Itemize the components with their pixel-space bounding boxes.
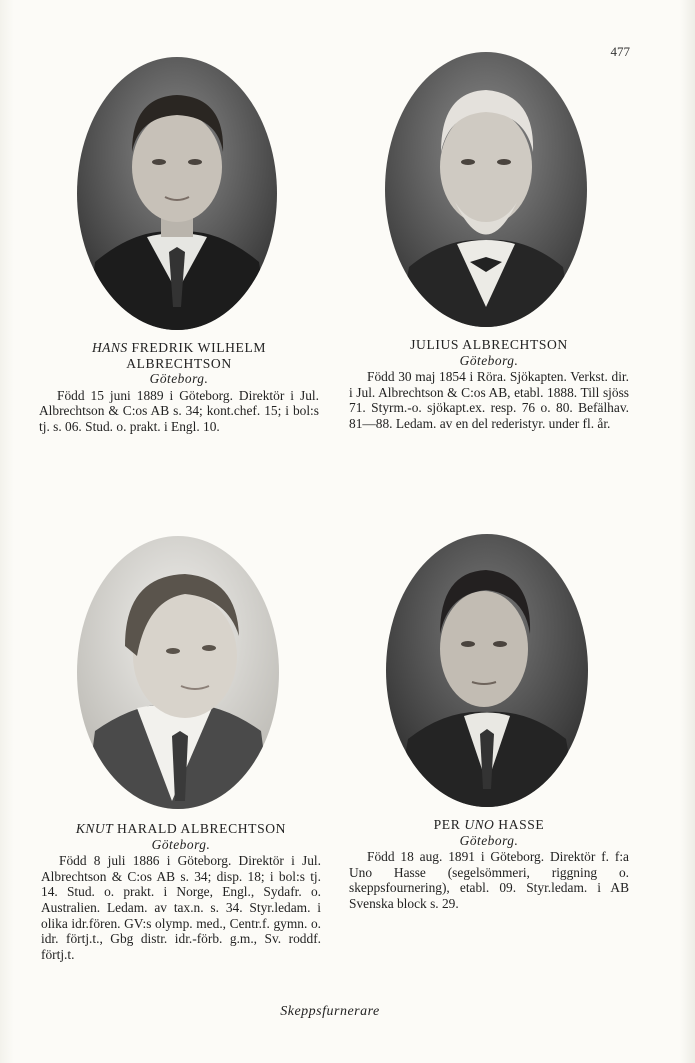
portrait-photo-knut-albrechtson [77,536,279,809]
portrait-photo-julius-albrechtson [385,52,587,327]
given-name: UNO [464,817,495,832]
place: Göteborg. [151,836,211,852]
person-name [39,340,319,356]
name-rest: FREDRIK WILHELM [127,340,267,355]
person-name [41,821,321,837]
biography-text: Född 30 maj 1854 i Röra. Sjökapten. Verkst. dir. i Jul. Albrechtson & C:os AB, etabl. 1888. Till sjöss 71. Styrm.-o. sjökapt.ex. resp. 76 o. 80. Befälhav. 81—88. Ledam. av en del rederistyr. under fl. år. [349,369,629,431]
name-rest: HARALD ALBRECHTSON [113,821,287,836]
place: Göteborg. [459,832,519,848]
biography-entry-per-uno-hasse [349,817,629,912]
person-name [349,817,629,833]
biography-entry-hans-albrechtson [39,340,319,435]
biography-entry-julius-albrechtson [349,337,629,432]
page-footer: Skeppsfurnerare [280,1004,380,1019]
biography-entry-knut-albrechtson [41,821,321,962]
place: Göteborg. [459,352,519,368]
name-prefix: PER [433,817,465,832]
biography-text: Född 8 juli 1886 i Göteborg. Direktör i Jul. Albrechtson & C:os AB s. 34; disp. 18; i bol:s tj. 14. Stud. o. prakt. i Norge, Engl., Sydafr. o. Australien. Ledam. av tax.n. s. 34. Styr.ledam. i olika idr.fören. GV:s olymp. med., Centr.f. gymn. o. idr. förtj.t., Gbg distr. idr.-förb. g.m., Sv. roddf. förtj.t. [41,853,321,962]
biography-text: Född 15 juni 1889 i Göteborg. Direktör i Jul. Albrechtson & C:os AB s. 34; kont.chef. 15; i bol:s tj. s. 06. Stud. o. prakt. i Engl. 10. [39,387,319,434]
given-name: HANS [91,340,128,355]
portrait-photo-hans-albrechtson [77,57,277,330]
place: Göteborg. [149,371,209,387]
person-surname: ALBRECHTSON [126,355,232,371]
given-name: KNUT [75,821,114,836]
biography-text: Född 18 aug. 1891 i Göteborg. Direktör f. f:a Uno Hasse (segelsömmeri, riggning o. skeppsfournering), etabl. 09. Styr.ledam. i AB Svenska block s. 29. [349,849,629,911]
name-rest: HASSE [494,817,545,832]
page-number: 477 [610,44,630,59]
portrait-photo-per-uno-hasse [386,534,588,807]
person-name: JULIUS ALBRECHTSON [410,337,568,352]
